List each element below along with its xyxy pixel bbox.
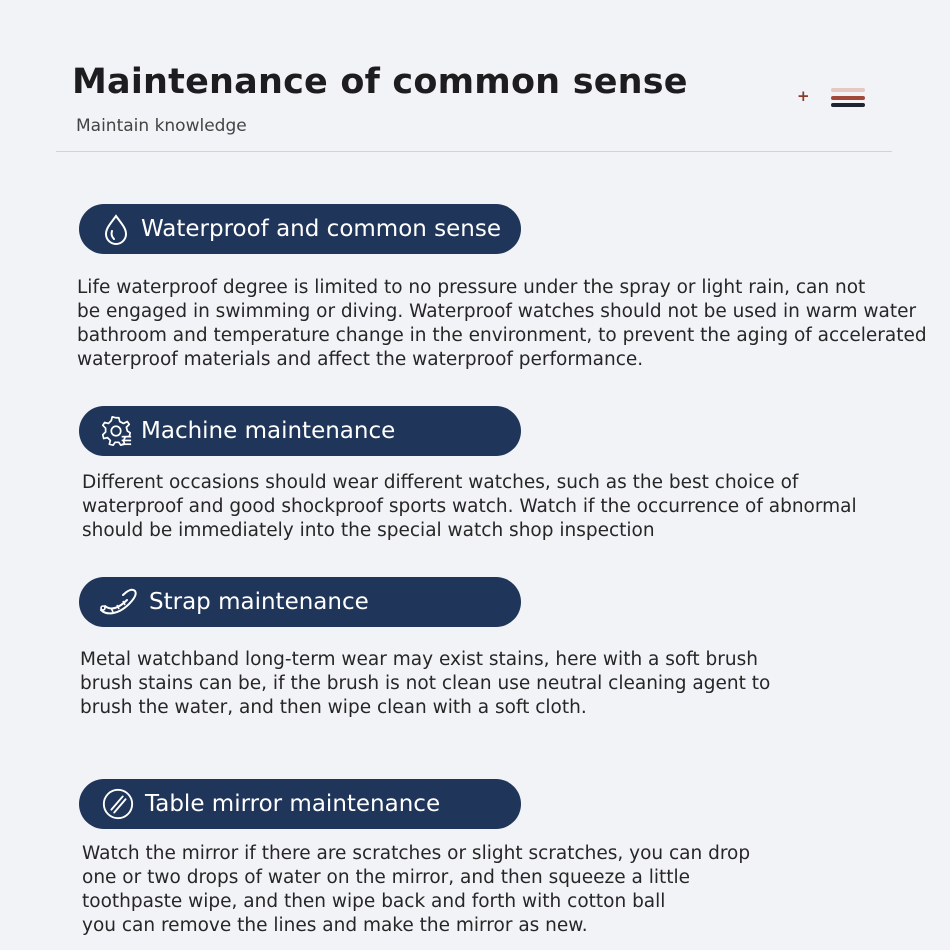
section-text-strap	[80, 648, 770, 720]
decoration-bar	[831, 88, 865, 92]
text-line: should be immediately into the special watch shop inspection	[82, 520, 655, 541]
strap-icon	[97, 585, 141, 619]
text-line: you can remove the lines and make the mirror as new.	[82, 915, 588, 936]
plus-icon: +	[797, 87, 810, 105]
text-line: brush stains can be, if the brush is not clean use neutral cleaning agent to	[80, 673, 771, 694]
page-subtitle: Maintain knowledge	[76, 116, 247, 136]
text-line: waterproof materials and affect the waterproof performance.	[77, 349, 644, 370]
page-title: Maintenance of common sense	[72, 62, 688, 102]
section-header-strap	[79, 577, 521, 627]
text-line: waterproof and good shockproof sports watch. Watch if the occurrence of abnormal	[82, 496, 857, 517]
gear-icon	[99, 414, 133, 448]
mirror-icon	[101, 787, 135, 821]
header-divider	[56, 151, 892, 152]
text-line: one or two drops of water on the mirror, and then squeeze a little	[82, 867, 691, 888]
text-line: toothpaste wipe, and then wipe back and forth with cotton ball	[82, 891, 666, 912]
text-line: Life waterproof degree is limited to no pressure under the spray or light rain, can not	[77, 277, 866, 298]
section-header-waterproof	[79, 204, 521, 254]
text-line: brush the water, and then wipe clean with a soft cloth.	[80, 697, 587, 718]
text-line: Watch the mirror if there are scratches or slight scratches, you can drop	[82, 843, 751, 864]
section-title: Machine maintenance	[141, 418, 396, 444]
section-text-mirror	[82, 842, 750, 938]
text-line: be engaged in swimming or diving. Waterproof watches should not be used in warm water	[77, 301, 917, 322]
text-line: bathroom and temperature change in the environment, to prevent the aging of accelerated	[77, 325, 927, 346]
section-header-mirror	[79, 779, 521, 829]
section-header-machine	[79, 406, 521, 456]
text-line: Different occasions should wear different watches, such as the best choice of	[82, 472, 799, 493]
section-title: Table mirror maintenance	[145, 791, 441, 817]
water-drop-icon	[99, 212, 133, 246]
section-text-machine	[82, 471, 857, 543]
decoration-bar	[831, 103, 865, 107]
header-decoration	[797, 86, 867, 110]
section-title: Waterproof and common sense	[141, 216, 502, 242]
decoration-bar	[831, 96, 865, 100]
section-text-waterproof	[77, 276, 927, 372]
section-title: Strap maintenance	[149, 589, 369, 615]
text-line: Metal watchband long-term wear may exist stains, here with a soft brush	[80, 649, 758, 670]
